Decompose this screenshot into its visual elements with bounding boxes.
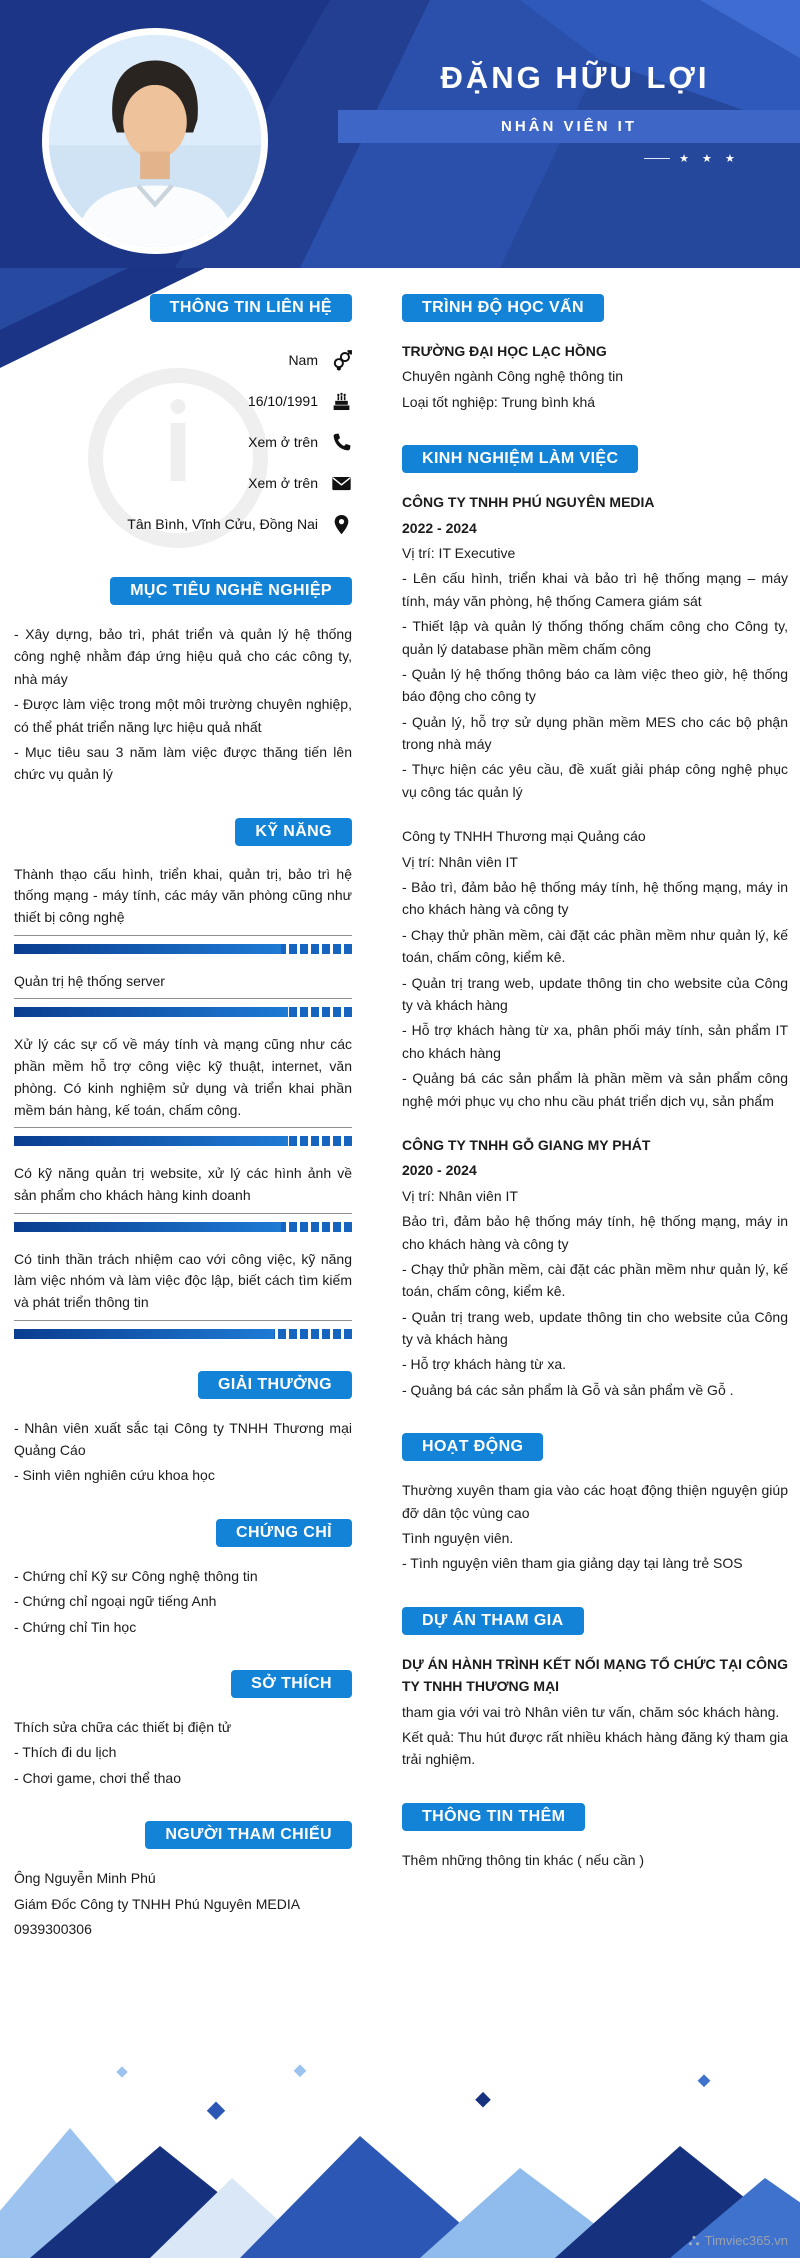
company-name: CÔNG TY TNHH GỖ GIANG MY PHÁT [402, 1136, 651, 1153]
activity-item: Tình nguyện viên. [402, 1530, 514, 1547]
watermark-text: Timviec365.vn [704, 2233, 788, 2248]
section-certificates [14, 1519, 352, 1638]
job-title: NHÂN VIÊN IT [500, 118, 637, 135]
left-column [14, 294, 352, 1972]
email-icon [331, 473, 352, 494]
contact-value-email: Xem ở trên [248, 475, 318, 492]
work-period: 2020 - 2024 [402, 1162, 477, 1179]
activities-heading: HOẠT ĐỘNG [402, 1433, 543, 1461]
section-additional [402, 1803, 788, 1871]
skill-text: Thành thạo cấu hình, triển khai, quản trị, bảo trì hệ thống mạng - máy tính, các máy văn phòng cũng như thiết bị công nghệ [14, 864, 352, 936]
phone-icon [331, 432, 352, 453]
skill-bar-fill [14, 1136, 288, 1146]
experience-bullet: - Bảo trì, đảm bảo hệ thống máy tính, hệ thống mạng, máy in cho khách hàng và công ty [402, 879, 788, 918]
objective-heading: MỤC TIÊU NGHỀ NGHIỆP [110, 577, 352, 605]
avatar-illustration [49, 35, 261, 247]
skill-text: Có tinh thần trách nhiệm cao với công việc, kỹ năng làm việc nhóm và làm việc độc lập, biết cách tìm kiếm và phát triển thông tin [14, 1249, 352, 1321]
stars-text: ★ ★ ★ [679, 153, 740, 165]
experience-bullet: - Quản trị trang web, update thông tin cho website của Công ty và khách hàng [402, 974, 788, 1013]
experience-bullet: - Quảng bá các sản phẩm là phần mềm và sản phẩm công nghệ mới phục vụ cho nhu cầu phát triển dịch vụ, sản phẩm [402, 1070, 788, 1109]
reference-phone: 0939300306 [14, 1920, 92, 1937]
additional-heading-row [402, 1803, 788, 1831]
skill-bar [14, 1222, 352, 1232]
reference-name: Ông Nguyễn Minh Phú [14, 1870, 156, 1887]
job-position: Vị trí: IT Executive [402, 544, 516, 561]
job-position: Vị trí: Nhân viên IT [402, 853, 518, 870]
experience-bullet: - Thực hiện các yêu cầu, đề xuất giải pháp công nghệ phục vụ công tác quản lý [402, 761, 788, 800]
certificate-item: - Chứng chỉ Tin học [14, 1618, 137, 1635]
company-name: CÔNG TY TNHH PHÚ NGUYÊN MEDIA [402, 494, 655, 511]
hobby-item: - Chơi game, chơi thể thao [14, 1769, 181, 1786]
watermark-icon [688, 2235, 700, 2247]
hobbies-heading-row [14, 1670, 352, 1698]
references-heading-row [14, 1821, 352, 1849]
right-column [402, 294, 788, 1972]
contact-value-birthday: 16/10/1991 [247, 393, 318, 410]
star-line [644, 158, 670, 159]
project-role: tham gia với vai trò Nhân viên tư vấn, chăm sóc khách hàng. [402, 1703, 780, 1720]
experience-bullet: - Quản trị trang web, update thông tin cho website của Công ty và khách hàng [402, 1308, 788, 1348]
contact-row [14, 463, 352, 504]
award-item: - Sinh viên nghiên cứu khoa học [14, 1467, 215, 1484]
header [0, 0, 800, 268]
section-activities [402, 1433, 788, 1575]
candidate-name: ĐẶNG HỮU LỢI [440, 60, 710, 95]
experience-heading-row [402, 445, 788, 473]
experience-bullet: - Thiết lập và quản lý thống thống chấm công cho Công ty, quản lý database phần mềm chấm công [402, 618, 788, 657]
company-name: Công ty TNHH Thương mại Quảng cáo [402, 828, 646, 845]
activities-heading-row [402, 1433, 788, 1461]
section-projects [402, 1607, 788, 1771]
objective-item: - Được làm việc trong một môi trường chuyên nghiệp, có thể phát triển năng lực hiệu quả nhất [14, 696, 352, 735]
section-awards [14, 1371, 352, 1487]
hobby-item: Thích sửa chữa các thiết bị điện tử [14, 1719, 232, 1736]
content-columns [0, 294, 800, 1972]
experience-entry [402, 1134, 788, 1401]
footer-polygon-decoration [0, 2028, 800, 2258]
skills-heading-row [14, 818, 352, 846]
experience-heading: KINH NGHIỆM LÀM VIỆC [402, 445, 638, 473]
certificate-item: - Chứng chỉ ngoại ngữ tiếng Anh [14, 1593, 217, 1610]
experience-bullet: - Lên cấu hình, triển khai và bảo trì hệ thống mạng – máy tính, máy văn phòng, hệ thống Camera giám sát [402, 570, 788, 609]
section-objective [14, 577, 352, 786]
skill-bar-fill [14, 944, 281, 954]
experience-bullet: Bảo trì, đảm bảo hệ thống máy tính, hệ thống mạng, máy in cho khách hàng và công ty [402, 1213, 788, 1252]
project-title: DỰ ÁN HÀNH TRÌNH KẾT NỐI MẠNG TỔ CHỨC TẠI CÔNG TY TNHH THƯƠNG MẠI [402, 1655, 788, 1695]
education-major: Chuyên ngành Công nghệ thông tin [402, 368, 624, 385]
job-title-banner [338, 110, 800, 143]
project-result: Kết quả: Thu hút được rất nhiều khách hàng đăng ký tham gia trải nghiệm. [402, 1728, 788, 1768]
section-references [14, 1821, 352, 1940]
birthday-icon [331, 391, 352, 412]
work-period: 2022 - 2024 [402, 519, 477, 536]
contact-row [14, 381, 352, 422]
activity-item: - Tình nguyện viên tham gia giảng dạy tại làng trẻ SOS [402, 1555, 743, 1572]
hobbies-heading: SỞ THÍCH [231, 1670, 352, 1698]
experience-entry [402, 491, 788, 803]
contact-value-phone: Xem ở trên [248, 434, 318, 451]
experience-bullet: - Quản lý, hỗ trợ sử dụng phần mềm MES cho các bộ phận trong nhà máy [402, 713, 788, 753]
section-experience [402, 445, 788, 1401]
location-icon [331, 514, 352, 535]
hobby-item: - Thích đi du lịch [14, 1744, 117, 1761]
skill-bar [14, 1007, 352, 1017]
skill-bar-fill [14, 1007, 288, 1017]
objective-item: - Mục tiêu sau 3 năm làm việc được thăng tiến lên chức vụ quản lý [14, 743, 352, 783]
skill-item [14, 1249, 352, 1339]
skill-bar [14, 944, 352, 954]
contact-row [14, 422, 352, 463]
awards-heading: GIẢI THƯỞNG [198, 1371, 352, 1399]
job-position: Vị trí: Nhân viên IT [402, 1187, 518, 1204]
projects-heading-row [402, 1607, 788, 1635]
certificates-heading: CHỨNG CHỈ [216, 1519, 352, 1547]
contact-value-address: Tân Bình, Vĩnh Cửu, Đồng Nai [127, 516, 318, 533]
stars-decoration [584, 152, 800, 165]
skill-bar [14, 1329, 352, 1339]
additional-heading: THÔNG TIN THÊM [402, 1803, 585, 1831]
skills-heading: KỸ NĂNG [235, 818, 352, 846]
skill-item [14, 1034, 352, 1146]
skill-item [14, 1163, 352, 1231]
experience-bullet: - Quảng bá các sản phẩm là Gỗ và sản phẩm về Gỗ . [402, 1381, 734, 1398]
contact-list [14, 340, 352, 545]
school-name: TRƯỜNG ĐẠI HỌC LẠC HỒNG [402, 343, 607, 359]
additional-item: Thêm những thông tin khác ( nếu cần ) [402, 1851, 645, 1868]
experience-bullet: - Hỗ trợ khách hàng từ xa, phân phối máy tính, sản phẩm IT cho khách hàng [402, 1022, 788, 1061]
experience-bullet: - Chạy thử phần mềm, cài đặt các phần mềm như quản lý, kế toán, chấm công, kiểm kê. [402, 1260, 788, 1300]
experience-bullet: - Hỗ trợ khách hàng từ xa. [402, 1356, 567, 1373]
skill-text: Có kỹ năng quản trị website, xử lý các hình ảnh về sản phẩm cho khách hàng kinh doanh [14, 1163, 352, 1213]
awards-heading-row [14, 1371, 352, 1399]
experience-bullet: - Chạy thử phần mềm, cài đặt các phần mềm như quản lý, kế toán, chấm công, kiểm kê. [402, 926, 788, 966]
projects-heading: DỰ ÁN THAM GIA [402, 1607, 584, 1635]
skill-bar-fill [14, 1329, 274, 1339]
skill-bar [14, 1136, 352, 1146]
site-watermark [688, 2233, 788, 2248]
objective-item: - Xây dựng, bảo trì, phát triển và quản lý hệ thống công nghệ nhằm đáp ứng hiệu quả cho các công ty, nhà máy [14, 626, 352, 687]
education-grade: Loại tốt nghiệp: Trung bình khá [402, 393, 596, 410]
contact-value-gender: Nam [288, 352, 318, 369]
contact-heading: THÔNG TIN LIÊN HỆ [150, 294, 352, 322]
references-heading: NGƯỜI THAM CHIẾU [145, 1821, 352, 1849]
section-hobbies [14, 1670, 352, 1789]
contact-row [14, 504, 352, 545]
award-item: - Nhân viên xuất sắc tại Công ty TNHH Thương mại Quảng Cáo [14, 1419, 352, 1459]
certificates-heading-row [14, 1519, 352, 1547]
skill-text: Quản trị hệ thống server [14, 971, 352, 1000]
section-skills [14, 818, 352, 1339]
education-heading: TRÌNH ĐỘ HỌC VẤN [402, 294, 604, 322]
reference-title: Giám Đốc Công ty TNHH Phú Nguyên MEDIA [14, 1895, 301, 1912]
skill-item [14, 864, 352, 954]
objective-heading-row [14, 577, 352, 605]
profile-photo [42, 28, 268, 254]
skill-item [14, 971, 352, 1018]
certificate-item: - Chứng chỉ Kỹ sư Công nghệ thông tin [14, 1567, 258, 1584]
experience-entry [402, 825, 788, 1112]
experience-bullet: - Quản lý hệ thống thông báo ca làm việc theo giờ, hệ thống báo động cho công ty [402, 665, 788, 705]
skill-text: Xử lý các sự cố về máy tính và mạng cũng như các phần mềm hỗ trợ công việc kỹ thuật, internet, văn phòng. Có kinh nghiệm sử dụng và triển khai phần mềm bán hàng, kế toán, chấm công. [14, 1034, 352, 1128]
skill-bar-fill [14, 1222, 281, 1232]
activity-item: Thường xuyên tham gia vào các hoạt động thiện nguyện giúp đỡ dân tộc vùng cao [402, 1482, 788, 1521]
